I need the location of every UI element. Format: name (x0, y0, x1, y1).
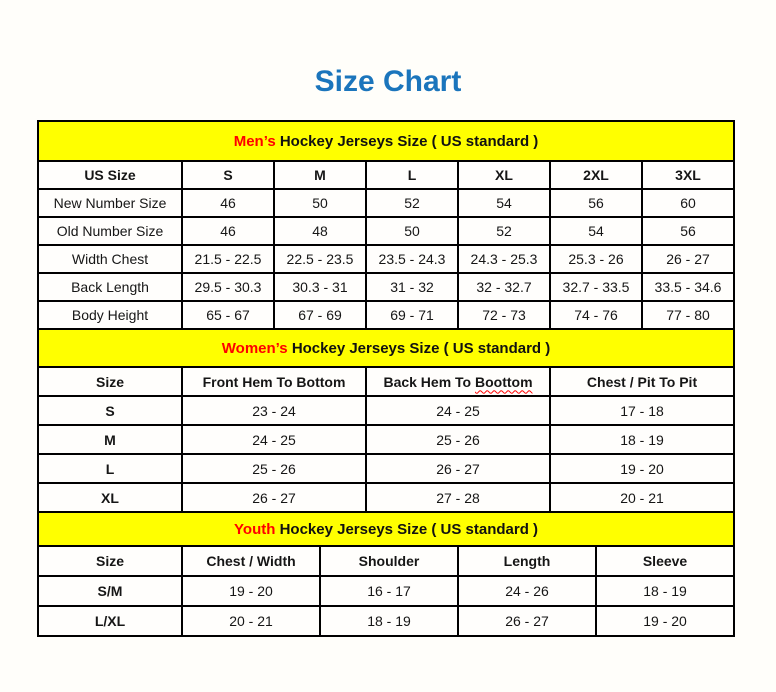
row-label: XL (38, 483, 182, 512)
column-header-2xl: 2XL (550, 161, 642, 189)
column-header-back-hem-text: Back Hem To (383, 373, 475, 390)
row-label: Old Number Size (38, 217, 182, 245)
value-cell: 48 (274, 217, 366, 245)
womens-section-band-row (38, 329, 734, 367)
mens-section-band (38, 121, 734, 161)
table-row-womens-l (38, 454, 734, 483)
value-cell: 26 - 27 (642, 245, 734, 273)
value-cell: 29.5 - 30.3 (182, 273, 274, 301)
value-cell: 19 - 20 (550, 454, 734, 483)
value-cell: 31 - 32 (366, 273, 458, 301)
value-cell: 33.5 - 34.6 (642, 273, 734, 301)
row-label: L (38, 454, 182, 483)
value-cell: 25.3 - 26 (550, 245, 642, 273)
value-cell: 23 - 24 (182, 396, 366, 425)
column-header-back-hem (366, 367, 550, 396)
table-row-old-number-size (38, 217, 734, 245)
value-cell: 21.5 - 22.5 (182, 245, 274, 273)
mens-section-band-row (38, 121, 734, 161)
youth-section-band-row (38, 512, 734, 546)
column-header-length: Length (458, 546, 596, 576)
column-header-3xl: 3XL (642, 161, 734, 189)
mens-section-title: Hockey Jerseys Size ( US standard ) (279, 132, 539, 150)
youth-section-highlight: Youth (234, 520, 276, 538)
value-cell: 19 - 20 (596, 606, 734, 636)
mens-header-row (38, 161, 734, 189)
value-cell: 25 - 26 (182, 454, 366, 483)
value-cell: 27 - 28 (366, 483, 550, 512)
row-label: Back Length (38, 273, 182, 301)
table-row-womens-m (38, 425, 734, 454)
row-label: L/XL (38, 606, 182, 636)
mens-section-highlight: Men’s (233, 132, 276, 150)
value-cell: 72 - 73 (458, 301, 550, 329)
value-cell: 24.3 - 25.3 (458, 245, 550, 273)
table-row-womens-s (38, 396, 734, 425)
value-cell: 54 (458, 189, 550, 217)
column-header-shoulder: Shoulder (320, 546, 458, 576)
table-row-width-chest (38, 245, 734, 273)
row-label: M (38, 425, 182, 454)
womens-section-highlight: Women’s (221, 339, 288, 357)
value-cell: 65 - 67 (182, 301, 274, 329)
row-label: New Number Size (38, 189, 182, 217)
value-cell: 30.3 - 31 (274, 273, 366, 301)
value-cell: 20 - 21 (182, 606, 320, 636)
value-cell: 18 - 19 (596, 576, 734, 606)
womens-size-table (37, 328, 735, 513)
womens-section-title: Hockey Jerseys Size ( US standard ) (291, 339, 551, 357)
womens-header-row (38, 367, 734, 396)
value-cell: 74 - 76 (550, 301, 642, 329)
value-cell: 56 (642, 217, 734, 245)
value-cell: 26 - 27 (366, 454, 550, 483)
column-header-xl: XL (458, 161, 550, 189)
misspelled-word: Boottom (475, 373, 533, 390)
value-cell: 26 - 27 (458, 606, 596, 636)
youth-size-table (37, 511, 735, 637)
table-row-body-height (38, 301, 734, 329)
value-cell: 24 - 25 (182, 425, 366, 454)
value-cell: 50 (366, 217, 458, 245)
value-cell: 20 - 21 (550, 483, 734, 512)
value-cell: 60 (642, 189, 734, 217)
value-cell: 67 - 69 (274, 301, 366, 329)
column-header-m: M (274, 161, 366, 189)
value-cell: 25 - 26 (366, 425, 550, 454)
value-cell: 52 (458, 217, 550, 245)
table-row-youth-lxl (38, 606, 734, 636)
column-header-s: S (182, 161, 274, 189)
value-cell: 50 (274, 189, 366, 217)
column-header-sleeve: Sleeve (596, 546, 734, 576)
womens-section-band (38, 329, 734, 367)
row-label: S (38, 396, 182, 425)
value-cell: 19 - 20 (182, 576, 320, 606)
youth-section-band (38, 512, 734, 546)
value-cell: 18 - 19 (550, 425, 734, 454)
value-cell: 54 (550, 217, 642, 245)
value-cell: 26 - 27 (182, 483, 366, 512)
mens-size-table (37, 120, 735, 330)
row-label: S/M (38, 576, 182, 606)
youth-header-row (38, 546, 734, 576)
value-cell: 46 (182, 189, 274, 217)
table-row-youth-sm (38, 576, 734, 606)
table-row-back-length (38, 273, 734, 301)
column-header-size: Size (38, 546, 182, 576)
column-header-chest-width: Chest / Width (182, 546, 320, 576)
value-cell: 77 - 80 (642, 301, 734, 329)
row-label: Width Chest (38, 245, 182, 273)
youth-section-title: Hockey Jerseys Size ( US standard ) (279, 520, 539, 538)
value-cell: 46 (182, 217, 274, 245)
column-header-us-size: US Size (38, 161, 182, 189)
value-cell: 32 - 32.7 (458, 273, 550, 301)
value-cell: 69 - 71 (366, 301, 458, 329)
value-cell: 17 - 18 (550, 396, 734, 425)
table-row-womens-xl (38, 483, 734, 512)
column-header-chest-pit: Chest / Pit To Pit (550, 367, 734, 396)
value-cell: 24 - 25 (366, 396, 550, 425)
value-cell: 23.5 - 24.3 (366, 245, 458, 273)
value-cell: 24 - 26 (458, 576, 596, 606)
column-header-front-hem: Front Hem To Bottom (182, 367, 366, 396)
column-header-l: L (366, 161, 458, 189)
value-cell: 16 - 17 (320, 576, 458, 606)
size-chart-tables (37, 120, 733, 637)
value-cell: 18 - 19 (320, 606, 458, 636)
value-cell: 56 (550, 189, 642, 217)
table-row-new-number-size (38, 189, 734, 217)
row-label: Body Height (38, 301, 182, 329)
column-header-size: Size (38, 367, 182, 396)
value-cell: 32.7 - 33.5 (550, 273, 642, 301)
value-cell: 52 (366, 189, 458, 217)
page-title: Size Chart (314, 65, 462, 98)
value-cell: 22.5 - 23.5 (274, 245, 366, 273)
